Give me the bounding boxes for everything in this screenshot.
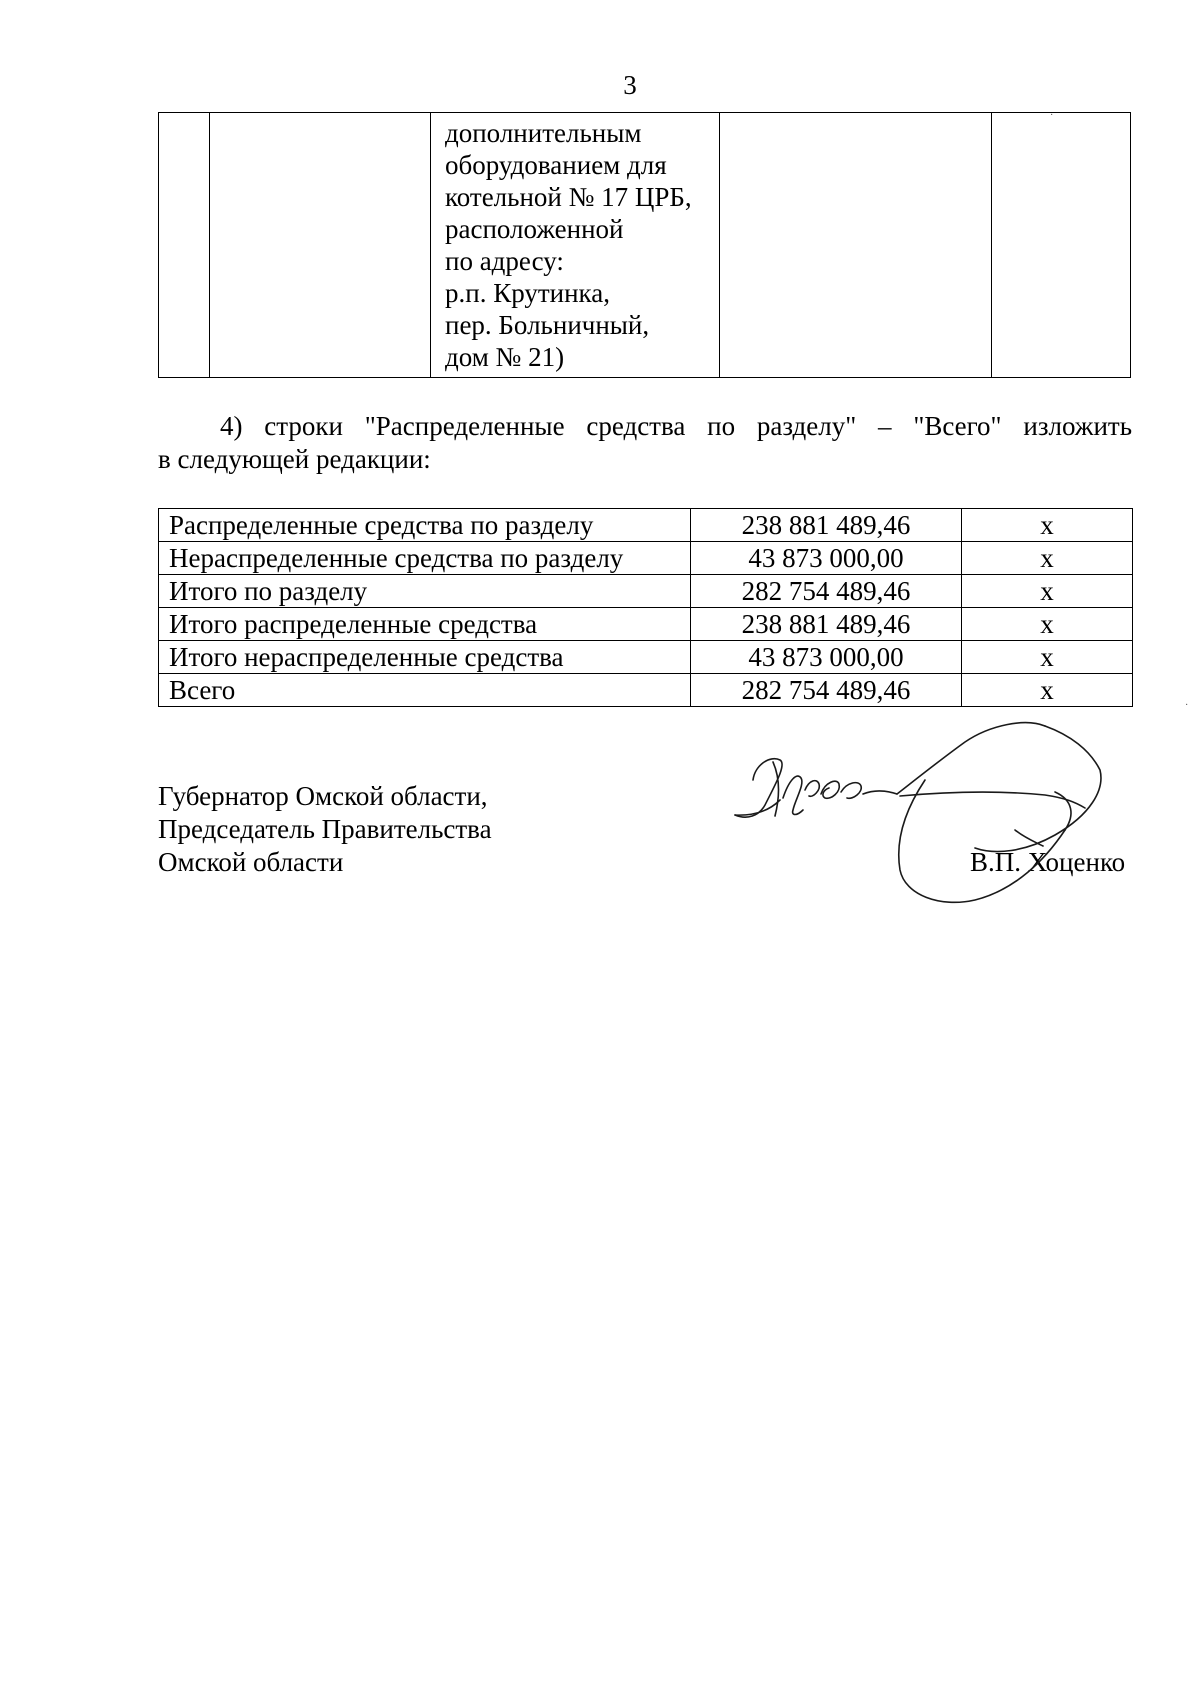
row-label: Всего <box>159 674 691 707</box>
description-line: пер. Больничный, <box>445 310 650 340</box>
table-cell-code <box>210 113 431 378</box>
table-cell-amount <box>720 113 992 378</box>
table-row <box>159 575 1133 608</box>
description-line: расположенной <box>445 214 624 244</box>
row-amount: 43 873 000,00 <box>691 641 962 674</box>
signatory-title-line: Председатель Правительства <box>158 814 492 844</box>
margin-mark: · <box>1185 700 1189 711</box>
table-row <box>159 641 1133 674</box>
description-line: по адресу: <box>445 246 564 276</box>
description-line: котельной № 17 ЦРБ, <box>445 182 692 212</box>
table-row <box>159 542 1133 575</box>
row-label: Распределенные средства по разделу <box>159 509 691 542</box>
row-label: Итого нераспределенные средства <box>159 641 691 674</box>
paragraph-text: строки "Распределенные средства по разделу" – "Всего" изложить <box>264 411 1133 441</box>
signatory-name: В.П. Хоценко <box>970 847 1126 877</box>
table-cell-extra <box>992 113 1131 378</box>
row-amount: 282 754 489,46 <box>691 575 962 608</box>
row-label: Итого распределенные средства <box>159 608 691 641</box>
top-table <box>158 112 1131 378</box>
row-mark: х <box>962 542 1133 575</box>
margin-mark: · <box>1050 110 1054 121</box>
row-mark: х <box>962 509 1133 542</box>
table-cell-description <box>431 113 720 378</box>
paragraph-line-1 <box>158 410 1132 443</box>
signatory-title-line: Губернатор Омской области, <box>158 781 488 811</box>
table-row <box>159 674 1133 707</box>
row-amount: 238 881 489,46 <box>691 509 962 542</box>
handwritten-signature <box>725 720 1135 920</box>
row-amount: 238 881 489,46 <box>691 608 962 641</box>
signatory-title-line: Омской области <box>158 847 344 877</box>
table-row <box>159 509 1133 542</box>
row-mark: х <box>962 674 1133 707</box>
row-label: Нераспределенные средства по разделу <box>159 542 691 575</box>
row-amount: 282 754 489,46 <box>691 674 962 707</box>
table-row <box>159 608 1133 641</box>
paragraph-line-2: в следующей редакции: <box>158 444 431 474</box>
paragraph-number: 4) <box>220 411 243 441</box>
row-label: Итого по разделу <box>159 575 691 608</box>
description-line: оборудованием для <box>445 150 667 180</box>
row-mark: х <box>962 608 1133 641</box>
signatory-title <box>158 780 492 879</box>
row-amount: 43 873 000,00 <box>691 542 962 575</box>
summary-table <box>158 508 1133 707</box>
description-line: дом № 21) <box>445 342 565 372</box>
row-mark: х <box>962 641 1133 674</box>
page-number: 3 <box>623 70 637 100</box>
description-line: р.п. Крутинка, <box>445 278 610 308</box>
description-line: дополнительным <box>445 118 642 148</box>
table-row <box>159 113 1131 378</box>
row-mark: х <box>962 575 1133 608</box>
table-cell-index <box>159 113 210 378</box>
